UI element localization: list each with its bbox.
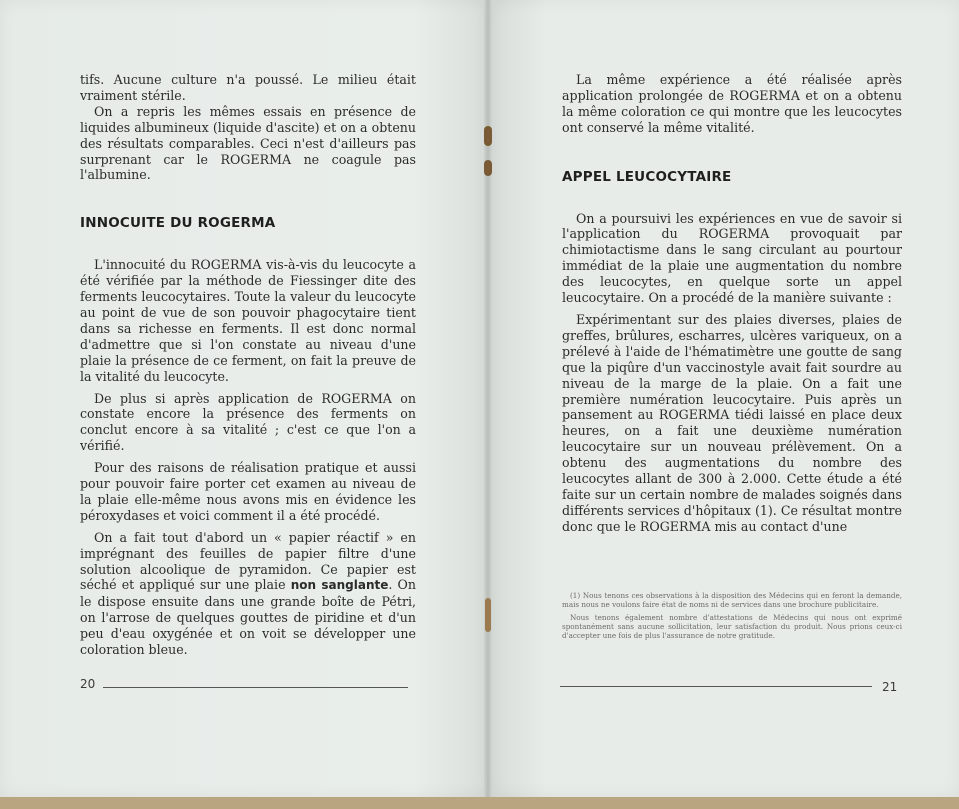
footnote-1: (1) Nous tenons ces observations à la disposition des Médecins qui en feront la demande, mais nous ne voulons faire état de noms ni de services dans une brochure publicitaire. — [562, 591, 902, 609]
paragraph-on-a-fait-start: On a fait tout d'abord un « papier réactif » en imprégnant des feuilles de papier filtre d'une solution alcoolique de pyramidon. Ce papier est séché et appliqué sur une plaie — [80, 529, 416, 593]
paragraph-on-a-fait-end: . On le dispose ensuite dans une grande boîte de Pétri, on l'arrose de quelques gouttes de piridine et d'un peu d'eau oxygénée et on voit se développer une coloration bleue. — [80, 577, 416, 658]
paragraph-poursuivi: On a poursuivi les expériences en vue de savoir si l'application du ROGERMA provoquait par chimiotactisme dans le sang circulant au pourtour immédiat de la plaie une augmentation du nombre des leucocytes, en quelque sorte un appel leucocytaire. On a procédé de la manière suivante : — [562, 210, 902, 306]
footnote-2: Nous tenons également nombre d'attestations de Médecins qui nous ont exprimé spontanément sans aucune sollicitation, leur satisfaction du produit. Nous prions ceux-ci d'accepter une fois de plus l'assurance de notre gratitude. — [562, 613, 902, 640]
section-heading-innocuite: INNOCUITE DU ROGERMA — [80, 215, 276, 232]
paragraph-experimentant: Expérimentant sur des plaies diverses, plaies de greffes, brûlures, escharres, ulcères variqueux, on a prélevé à l'aide de l'hématimètre une goutte de sang que la piqûre d'un vaccinostyle avait fait sourdre au niveau de la marge de la plaie. On a fait une première numération leucocytaire. Puis après un pansement au ROGERMA tiédi laissé en place deux heures, on a fait une deuxième numération leucocytaire sur un nouveau prélèvement. On a obtenu des augmentations du nombre des leucocytes allant de 300 à 2.000. Cette étude a été faite sur un certain nombre de malades soignés dans différents services d'hôpitaux (1). Ce résultat montre donc que le ROGERMA mis au contact d'une — [562, 311, 902, 534]
paragraph-meme-experience: La même expérience a été réalisée après application prolongée de ROGERMA et on a obtenu la même coloration ce qui montre que les leucocytes ont conservé la même vitalité. — [562, 72, 902, 135]
right-page-text — [562, 72, 902, 535]
staple-top — [484, 126, 492, 146]
paragraph-repris: On a repris les mêmes essais en présence de liquides albumineux (liquide d'ascite) et on a obtenu des résultats comparables. Ceci n'est d'ailleurs pas surprenant car le ROGERMA ne coagule pas l'albumine. — [80, 103, 416, 183]
paragraph-pour-des-raisons: Pour des raisons de réalisation pratique et aussi pour pouvoir faire porter cet examen au niveau de la plaie elle-même nous avons mis en évidence les péroxydases et voici comment il a été procédé. — [80, 460, 416, 523]
footnotes — [562, 591, 902, 644]
staple-bottom — [485, 598, 491, 632]
page-number-left: 20 — [80, 677, 96, 691]
staple-middle — [484, 160, 492, 176]
bold-non-sanglante: non sanglante — [290, 578, 389, 593]
paragraph-innocuite: L'innocuité du ROGERMA vis-à-vis du leucocyte a été vérifiée par la méthode de Fiessinger dite des ferments leucocytaires. Toute la valeur du leucocyte au point de vue de son pouvoir phagocytaire tient dans sa richesse en ferments. Il est donc normal d'admettre que si l'on constate au niveau d'une plaie la présence de ce ferment, on fait la preuve de la vitalité du leucocyte. — [80, 257, 416, 384]
paragraph-on-a-fait — [80, 530, 416, 658]
paragraph-de-plus: De plus si après application de ROGERMA on constate encore la présence des ferments on conclut encore à sa vitalité ; c'est ce que l'on a vérifié. — [80, 390, 416, 454]
footer-rule-right — [560, 686, 872, 687]
section-heading-appel: APPEL LEUCOCYTAIRE — [562, 168, 732, 185]
footer-rule-left — [103, 687, 408, 688]
paragraph-continued: tifs. Aucune culture n'a poussé. Le milieu était vraiment stérile. — [80, 72, 416, 103]
left-page-text — [80, 72, 416, 658]
page-number-right: 21 — [882, 680, 898, 694]
book-gutter — [484, 0, 492, 797]
